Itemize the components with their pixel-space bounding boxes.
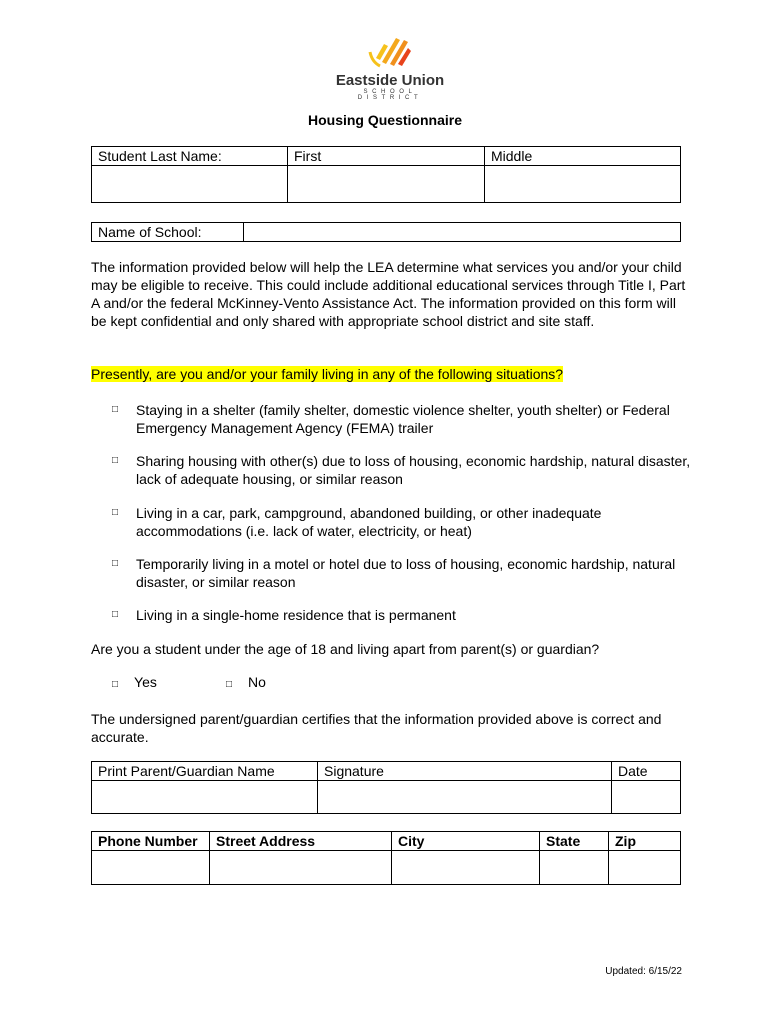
situation-option-1[interactable]	[112, 401, 692, 437]
phone-label-text: Phone Number	[98, 833, 198, 849]
certify-paragraph: The undersigned parent/guardian certifies that the information provided above is correct and accurate.	[91, 711, 662, 745]
situation-option-3[interactable]	[112, 504, 692, 540]
phone-label	[92, 832, 210, 851]
question-1: Presently, are you and/or your family living in any of the following situations?	[91, 366, 564, 382]
street-label-text: Street Address	[216, 833, 316, 849]
situation-option-2[interactable]	[112, 452, 692, 488]
situation-text: Temporarily living in a motel or hotel due to loss of housing, economic hardship, natural disaster, or similar reason	[136, 556, 676, 590]
checkbox-icon[interactable]: □	[112, 609, 119, 620]
no-option[interactable]	[226, 673, 266, 694]
student-first-name-label: First	[288, 147, 485, 166]
zip-label	[609, 832, 681, 851]
logo-name: Eastside Union	[335, 72, 445, 89]
zip-label-text: Zip	[615, 833, 636, 849]
school-table	[91, 222, 681, 242]
logo-subtitle: SCHOOL DISTRICT	[357, 89, 423, 101]
date-label: Date	[612, 762, 681, 781]
state-label-text: State	[546, 833, 581, 849]
updated-date: Updated: 6/15/22	[605, 966, 682, 977]
student-middle-name-field[interactable]	[485, 166, 681, 203]
student-middle-name-label: Middle	[485, 147, 681, 166]
checkbox-icon[interactable]: □	[112, 558, 119, 569]
checkbox-icon[interactable]: □	[112, 455, 119, 466]
question-1-wrap	[91, 365, 691, 383]
situation-option-5[interactable]	[112, 606, 692, 624]
yes-label: Yes	[134, 674, 157, 690]
situation-option-4[interactable]	[112, 555, 692, 591]
signature-field[interactable]	[318, 781, 612, 814]
intro-paragraph: The information provided below will help the LEA determine what services you and/or your child may be eligible to receive. This could include additional educational services through Title I, Part A and/or the federal McKinney-Vento Assistance Act. The information provided on this form will be kept confidential and only shared with appropriate school district and site staff.	[91, 259, 686, 329]
street-field[interactable]	[210, 851, 392, 885]
checkbox-icon[interactable]: □	[112, 679, 119, 690]
street-label	[210, 832, 392, 851]
print-name-field[interactable]	[92, 781, 318, 814]
city-field[interactable]	[392, 851, 540, 885]
school-name-field[interactable]	[244, 223, 681, 242]
situation-text: Staying in a shelter (family shelter, domestic violence shelter, youth shelter) or Federal Emergency Management Agency (FEMA) trailer	[136, 402, 670, 436]
yes-option[interactable]	[112, 673, 157, 694]
print-name-label: Print Parent/Guardian Name	[92, 762, 318, 781]
state-label	[540, 832, 609, 851]
city-label-text: City	[398, 833, 425, 849]
checkbox-icon[interactable]: □	[112, 404, 119, 415]
zip-field[interactable]	[609, 851, 681, 885]
contact-table	[91, 831, 681, 885]
city-label	[392, 832, 540, 851]
page-title: Housing Questionnaire	[307, 112, 462, 128]
student-last-name-field[interactable]	[92, 166, 288, 203]
situation-text: Sharing housing with other(s) due to loss of housing, economic hardship, natural disaster, lack of adequate housing, or similar reason	[136, 453, 691, 487]
school-name-label: Name of School:	[92, 223, 244, 242]
signature-table	[91, 761, 681, 814]
no-label: No	[248, 674, 266, 690]
situation-text: Living in a car, park, campground, abandoned building, or other inadequate accommodations (i.e. lack of water, electricity, or heat)	[136, 505, 602, 539]
student-last-name-label: Student Last Name:	[92, 147, 288, 166]
signature-label: Signature	[318, 762, 612, 781]
state-field[interactable]	[540, 851, 609, 885]
situation-text: Living in a single-home residence that is permanent	[136, 607, 456, 623]
checkbox-icon[interactable]: □	[112, 507, 119, 518]
checkbox-icon[interactable]: □	[226, 679, 233, 690]
student-name-table	[91, 146, 681, 203]
phone-field[interactable]	[92, 851, 210, 885]
question-2: Are you a student under the age of 18 and living apart from parent(s) or guardian?	[91, 641, 600, 657]
student-first-name-field[interactable]	[288, 166, 485, 203]
date-field[interactable]	[612, 781, 681, 814]
